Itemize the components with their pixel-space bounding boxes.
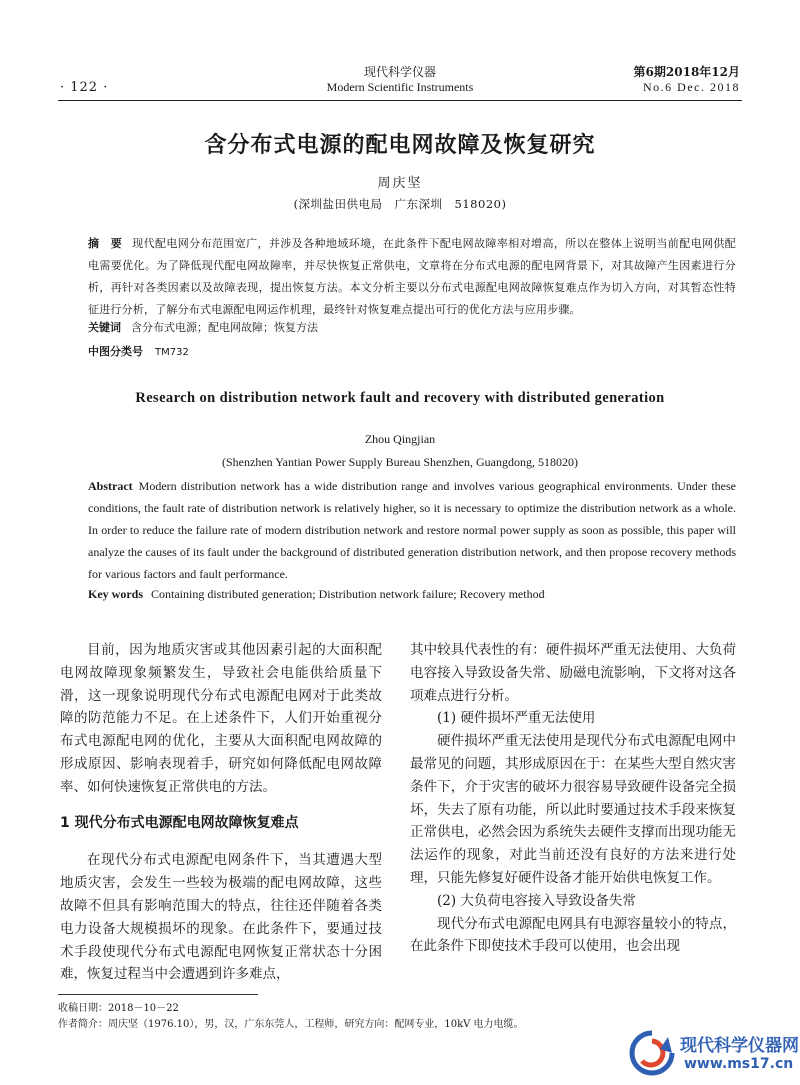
subheading-capacitor-load: (2) 大负荷电容接入导致设备失常 <box>437 892 636 909</box>
keywords-text-cn: 含分布式电源；配电网故障；恢复方法 <box>131 321 318 334</box>
abstract-cn <box>88 233 736 321</box>
article-title-en: Research on distribution network fault and recovery with distributed generation <box>135 390 665 406</box>
footnote-received: 收稿日期：2018－10－22 <box>58 1003 179 1014</box>
article-title-cn: 含分布式电源的配电网故障及恢复研究 <box>204 133 596 158</box>
right-paragraph-2: 硬件损坏严重无法使用是现代分布式电源配电网中最常见的问题，其形成原因在于：在某些大型自然灾害条件下，介于灾害的破坏力很容易导致硬件设备完全损坏，失去了原有功能，所以此时要通过技术手段来恢复正常供电，必然会因为系统失去硬件支撑而出现功能无法运作的现象，对此当前还没有良好的方法来进行处理，只能先修复好硬件设备才能开始供电恢复工作。 <box>410 733 736 886</box>
watermark-text-cn: 现代科学仪器网 <box>680 1036 799 1056</box>
section-1-heading: 1 现代分布式电源配电网故障恢复难点 <box>60 814 299 831</box>
author-en: Zhou Qingjian <box>364 432 436 446</box>
footnote-rule <box>58 994 258 995</box>
keywords-en <box>88 587 545 602</box>
affiliation-en: (Shenzhen Yantian Power Supply Bureau Shenzhen, Guangdong, 518020) <box>222 455 578 469</box>
abstract-label-cn: 摘 要 <box>88 237 123 250</box>
keywords-label-cn: 关键词 <box>88 321 121 334</box>
issue-cn: 第6期2018年12月 <box>633 65 740 79</box>
journal-name-en: Modern Scientific Instruments <box>326 80 474 94</box>
header-rule <box>58 100 742 101</box>
subheading-hardware-damage: (1) 硬件损坏严重无法使用 <box>437 710 596 727</box>
author-cn: 周庆坚 <box>377 176 423 191</box>
clc-number <box>88 343 189 359</box>
journal-name-cn: 现代科学仪器 <box>363 65 436 79</box>
watermark-emblem-icon <box>628 1029 676 1077</box>
keywords-text-en: Containing distributed generation; Distribution network failure; Recovery method <box>151 587 545 601</box>
abstract-label-en: Abstract <box>88 479 133 493</box>
abstract-text-en: Modern distribution network has a wide distribution range and involves various geographical environments. Under these conditions, the fault rate of distribution network is relatively higher, so it is necessary to optimize the distribution network as a whole. In order to reduce the failure rate of modern distribution network and restore normal power supply as soon as possible, this paper will analyze the causes of its fault under the background of distributed generation distribution network, and then propose recovery methods for various factors and fault performance. <box>88 479 736 581</box>
intro-paragraph: 目前，因为地质灾害或其他因素引起的大面积配电网故障现象频繁发生，导致社会电能供给质量下滑，这一现象说明现代分布式电源配电网对于此类故障的防范能力不足。在上述条件下，人们开始重视分布式电源配电网的优化，主要从大面积配电网故障的形成原因、影响表现着手，研究如何降低配电网故障率、如何快速恢复正常供电的方法。 <box>60 642 382 795</box>
abstract-en <box>88 475 736 585</box>
clc-value: TM732 <box>155 347 189 358</box>
keywords-label-en: Key words <box>88 587 143 601</box>
keywords-cn <box>88 319 318 335</box>
body-left-column <box>60 639 382 986</box>
body-right-column <box>410 639 736 958</box>
affiliation-cn: (深圳盐田供电局 广东深圳 518020) <box>293 197 507 211</box>
watermark-url: www.ms17.cn <box>684 1056 794 1072</box>
issue-en: No.6 Dec. 2018 <box>643 80 740 94</box>
footnote-author-bio: 作者简介：周庆坚（1976.10），男，汉，广东东莞人，工程师，研究方向：配网专业，10kV 电力电缆。 <box>58 1019 524 1030</box>
right-paragraph-3: 现代分布式电源配电网具有电源容量较小的特点，在此条件下即使技术手段可以使用，也会出现 <box>410 915 736 955</box>
watermark-logo <box>628 1025 799 1080</box>
clc-label: 中图分类号 <box>88 345 143 358</box>
abstract-text-cn: 现代配电网分布范围宽广，并涉及各种地域环境，在此条件下配电网故障率相对增高，所以在整体上说明当前配电网供配电需要优化。为了降低现代配电网故障率，并尽快恢复正常供电，文章将在分布式电源的配电网背景下，对其故障产生因素进行分析，再针对各类因素以及故障表现，提出恢复方法。本文分析主要以分布式电源配电网故障恢复难点作为切入方向，对其暂态性特征进行分析，了解分布式电源配电网运作机理，最终针对恢复难点提出可行的优化方法与应用步骤。 <box>88 237 736 316</box>
section-1-paragraph: 在现代分布式电源配电网条件下，当其遭遇大型地质灾害，会发生一些较为极端的配电网故障，这些故障不但具有影响范围大的特点，往往还伴随着各类电力设备大规模损坏的现象。在此条件下，要通过技术手段使现代分布式电源配电网恢复正常状态十分困难，恢复过程当中会遭遇到许多难点， <box>60 852 382 983</box>
right-paragraph-1: 其中较具代表性的有：硬件损坏严重无法使用、大负荷电容接入导致设备失常、励磁电流影响，下文将对这各项难点进行分析。 <box>410 642 736 704</box>
page-number: · 122 · <box>60 80 109 95</box>
